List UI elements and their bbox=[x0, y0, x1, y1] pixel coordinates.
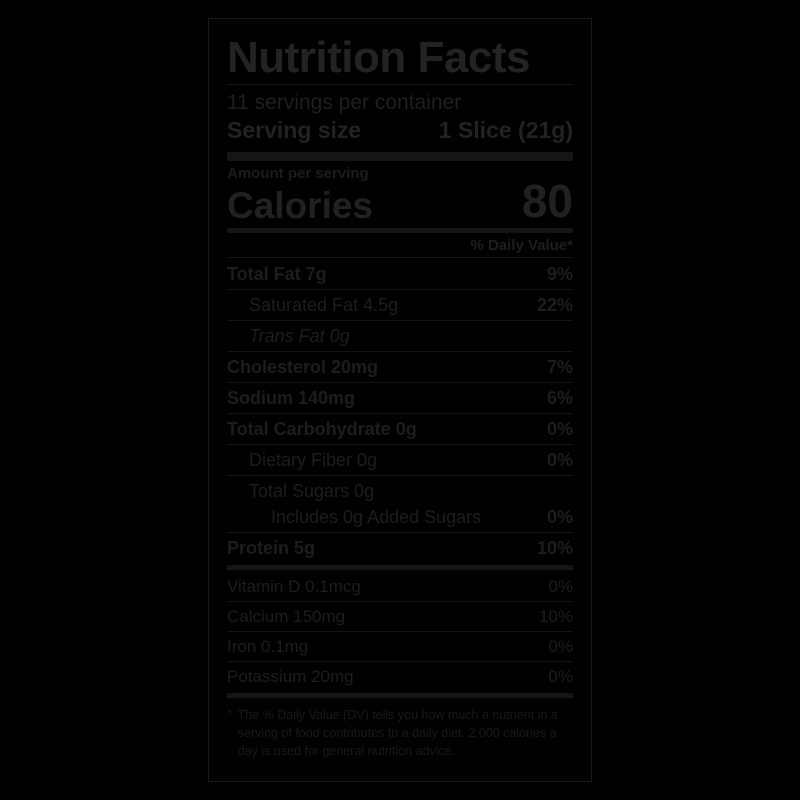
nutrient-dv: 7% bbox=[546, 357, 573, 378]
nutrient-row bbox=[227, 504, 573, 530]
micronutrient-dv: 0% bbox=[548, 667, 573, 687]
nutrient-dv: 22% bbox=[536, 295, 573, 316]
nutrient-name: Total Sugars 0g bbox=[249, 481, 375, 502]
nutrient-row bbox=[227, 261, 573, 287]
nutrient-name: Sodium 140mg bbox=[227, 388, 356, 409]
amount-per-serving-label: Amount per serving bbox=[227, 165, 369, 183]
divider-before-micros bbox=[227, 565, 573, 570]
divider-thick-top bbox=[227, 152, 573, 161]
nutrient-name: Includes 0g Added Sugars bbox=[271, 507, 482, 528]
divider bbox=[227, 532, 573, 533]
servings-per-container: 11 servings per container bbox=[227, 91, 462, 115]
micronutrient-dv: 10% bbox=[538, 607, 573, 627]
nutrient-row bbox=[227, 416, 573, 442]
micronutrient-dv: 0% bbox=[548, 637, 573, 657]
footnote-marker: * bbox=[227, 707, 232, 722]
nutrient-row bbox=[227, 323, 573, 349]
divider-under-calories bbox=[227, 228, 573, 233]
calories-value: 80 bbox=[521, 175, 573, 228]
serving-size-value: 1 Slice (21g) bbox=[438, 117, 573, 144]
micronutrient-list bbox=[227, 574, 573, 689]
divider bbox=[227, 382, 573, 383]
micronutrient-name: Iron 0.1mg bbox=[227, 637, 309, 657]
divider bbox=[227, 351, 573, 352]
page-title: Nutrition Facts bbox=[227, 33, 530, 82]
nutrient-name: Trans Fat 0g bbox=[249, 326, 350, 347]
nutrition-facts-label bbox=[208, 18, 592, 782]
nutrient-name: Protein 5g bbox=[227, 538, 316, 559]
divider bbox=[227, 444, 573, 445]
divider bbox=[227, 289, 573, 290]
divider-under-dv-header bbox=[227, 257, 573, 258]
nutrient-name: Saturated Fat 4.5g bbox=[249, 295, 399, 316]
nutrient-row bbox=[227, 385, 573, 411]
nutrient-row bbox=[227, 292, 573, 318]
divider bbox=[227, 661, 573, 662]
nutrient-name: Dietary Fiber 0g bbox=[249, 450, 378, 471]
micronutrient-name: Vitamin D 0.1mcg bbox=[227, 577, 361, 597]
nutrient-dv: 9% bbox=[546, 264, 573, 285]
nutrient-name: Cholesterol 20mg bbox=[227, 357, 379, 378]
serving-size-row bbox=[227, 117, 573, 144]
nutrient-row bbox=[227, 535, 573, 561]
micronutrient-name: Calcium 150mg bbox=[227, 607, 346, 627]
nutrient-row bbox=[227, 447, 573, 473]
nutrient-name: Total Fat 7g bbox=[227, 264, 327, 285]
nutrient-dv: 0% bbox=[546, 419, 573, 440]
divider bbox=[227, 631, 573, 632]
calories-row bbox=[227, 175, 573, 228]
divider bbox=[227, 475, 573, 476]
nutrient-row bbox=[227, 478, 573, 504]
micronutrient-row bbox=[227, 574, 573, 599]
nutrient-dv: 0% bbox=[546, 450, 573, 471]
micronutrient-name: Potassium 20mg bbox=[227, 667, 354, 687]
micronutrient-row bbox=[227, 604, 573, 629]
nutrient-row bbox=[227, 354, 573, 380]
divider bbox=[227, 413, 573, 414]
nutrient-dv: 10% bbox=[536, 538, 573, 559]
daily-value-header: % Daily Value* bbox=[470, 237, 573, 255]
micronutrient-row bbox=[227, 664, 573, 689]
divider-before-footnote bbox=[227, 693, 573, 698]
serving-size-label: Serving size bbox=[227, 117, 362, 144]
calories-label: Calories bbox=[227, 185, 374, 227]
micronutrient-row bbox=[227, 634, 573, 659]
nutrient-name: Total Carbohydrate 0g bbox=[227, 419, 417, 440]
divider bbox=[227, 320, 573, 321]
nutrient-dv: 0% bbox=[546, 507, 573, 528]
micronutrient-dv: 0% bbox=[548, 577, 573, 597]
footnote bbox=[227, 706, 573, 760]
nutrient-dv: 6% bbox=[546, 388, 573, 409]
footnote-text: The % Daily Value (DV) tells you how much a nutrient in a serving of food contributes to a daily diet. 2,000 calories a day is used for general nutrition advice. bbox=[237, 708, 558, 759]
divider bbox=[227, 601, 573, 602]
divider-under-title bbox=[227, 84, 573, 85]
